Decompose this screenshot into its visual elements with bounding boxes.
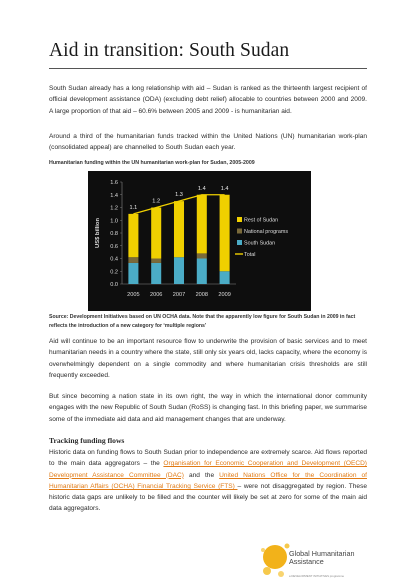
data-label-2009: 1.4: [220, 185, 229, 192]
fourth-paragraph: But since becoming a nation state in its own right, the way in which the international donor community engages with the new Republic of South Sudan (RoSS) is changing fast. In this briefing paper, we summarise some of the immediate aid data and aid management changes that are underway.: [49, 393, 367, 423]
bar-south-sudan-2006: [151, 263, 161, 284]
legend-swatch-rest-of-sudan: [237, 217, 242, 222]
x-tick-label-2006: 2006: [149, 292, 163, 298]
logo-wordmark: [289, 550, 355, 565]
x-tick-label-2008: 2008: [195, 292, 209, 298]
data-label-2006: 1.2: [152, 198, 161, 205]
oecd-dac-link[interactable]: Organisation for Economic Cooperation and Development (OECD) Development Assistance Committee (DAC): [49, 460, 367, 479]
bar-rest-of-sudan-2005: [128, 214, 138, 257]
legend-swatch-national-programs: [237, 229, 242, 234]
bar-rest-of-sudan-2009: [220, 195, 230, 272]
y-tick-label-5: 1.0: [110, 218, 118, 225]
y-tick-label-2: 0.4: [110, 256, 118, 263]
legend-swatch-south-sudan: [237, 240, 242, 245]
tracking-text-1: Historic data on funding flows to South Sudan prior to independence are extremely scarce. Aid flows reported to the main data aggregators – the: [49, 449, 367, 468]
funding-chart: [88, 171, 311, 311]
legend-label-rest-of-sudan: Rest of Sudan: [244, 217, 279, 224]
tracking-text-2: and the: [183, 471, 220, 479]
y-tick-label-0: 0.0: [110, 282, 118, 288]
section-heading: Tracking funding flows: [49, 436, 125, 445]
x-tick-label-2007: 2007: [172, 292, 186, 298]
bar-rest-of-sudan-2007: [174, 201, 184, 257]
funding-chart-svg: [88, 171, 311, 311]
chart-caption: Humanitarian funding within the UN humanitarian work-plan for Sudan, 2005-2009: [49, 160, 255, 166]
data-label-2008: 1.4: [197, 185, 206, 192]
bar-south-sudan-2005: [128, 263, 138, 284]
bar-rest-of-sudan-2008: [197, 195, 207, 254]
legend-label-south-sudan: South Sudan: [244, 240, 276, 247]
logo-line-1: Global Humanitarian: [289, 549, 355, 558]
logo-tagline: a DEVELOPMENT INITIATIVES programme: [289, 574, 345, 578]
page-title: Aid in transition: South Sudan: [49, 40, 290, 61]
bar-national-programs-2005: [128, 257, 138, 263]
bar-south-sudan-2009: [220, 271, 230, 284]
logo-line-2: Assistance: [289, 556, 324, 566]
y-tick-label-4: 0.8: [110, 231, 118, 237]
title-rule: [49, 68, 367, 69]
tracking-paragraph: [49, 447, 367, 515]
chart-source-note: Source: Development Initiatives based on UN OCHA data. Note that the apparently low figure for South Sudan in 2009 in fact reflects the introduction of a new category for ‘multiple regions’: [49, 314, 356, 329]
ocha-fts-link[interactable]: United Nations Office for the Coordination of Humanitarian Affairs (OCHA) Financial Tracking Service (FTS): [49, 471, 367, 490]
y-tick-label-8: 1.6: [110, 180, 118, 186]
y-tick-label-3: 0.6: [110, 243, 118, 250]
intro-paragraph: South Sudan already has a long relationship with aid – Sudan is ranked as the thirteenth largest recipient of official development assistance (ODA) (excluding debt relief) allocable to countries between 2000 and 2009. A large proportion of that aid – 60.6% between 2005 and 2009 - is humanitarian aid.: [49, 85, 367, 115]
data-label-2005: 1.1: [129, 204, 138, 211]
data-label-2007: 1.3: [175, 192, 183, 199]
legend-label-total: Total: [244, 252, 256, 258]
y-tick-label-1: 0.2: [110, 269, 118, 276]
x-tick-label-2009: 2009: [218, 292, 231, 298]
x-tick-label-2005: 2005: [127, 292, 140, 298]
y-axis-label: US$ billion: [95, 218, 101, 248]
bar-national-programs-2008: [197, 253, 207, 258]
bar-national-programs-2006: [151, 259, 161, 263]
y-tick-label-7: 1.4: [110, 192, 118, 199]
bar-rest-of-sudan-2006: [151, 208, 161, 259]
bar-south-sudan-2008: [197, 259, 207, 285]
tracking-text-3: – were not disaggregated by region. These historic data gaps are unlikely to be filled and the counter will likely be set at zero for some of the main aid data aggregators.: [49, 482, 367, 513]
third-paragraph: Aid will continue to be an important resource flow to underwrite the provision of basic services and to meet humanitarian needs in a country where the state, still only six years old, lacks capacity, where the economy is overwhelmingly dependent on a single commodity and where humanitarian crisis thresholds are still frequently exceeded.: [49, 338, 367, 379]
y-tick-label-6: 1.2: [110, 205, 118, 212]
bar-south-sudan-2007: [174, 257, 184, 284]
legend-label-national-programs: National programs: [244, 229, 289, 235]
second-paragraph: Around a third of the humanitarian funds tracked within the United Nations (UN) humanitarian work-plan (consolidated appeal) are channelled to South Sudan each year.: [49, 133, 367, 152]
